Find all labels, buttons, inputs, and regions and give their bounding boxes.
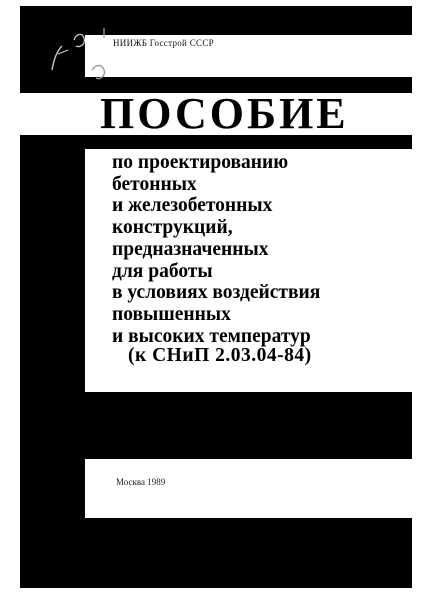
subtitle-line: конструкций,: [112, 217, 233, 239]
subtitle-line: для работы: [112, 260, 213, 282]
subtitle-line: и железобетонных: [112, 195, 273, 217]
subtitle-line: бетонных: [112, 173, 197, 195]
document-title: ПОСОБИЕ: [100, 89, 349, 138]
imprint-panel: [85, 459, 412, 518]
subtitle-line: по проектированию: [112, 152, 289, 173]
subtitle-line: в условиях воздействия: [112, 282, 321, 304]
subtitle-line: повышенных: [112, 303, 231, 325]
city-year: Москва 1989: [116, 477, 166, 487]
publisher-line: НИИЖБ Госстрой СССР: [113, 38, 214, 48]
standard-reference: (к СНиП 2.03.04-84): [128, 345, 312, 366]
subtitle-line: и высоких температур: [112, 325, 311, 347]
document-subtitle: [112, 152, 408, 347]
subtitle-line: предназначенных: [112, 238, 269, 260]
